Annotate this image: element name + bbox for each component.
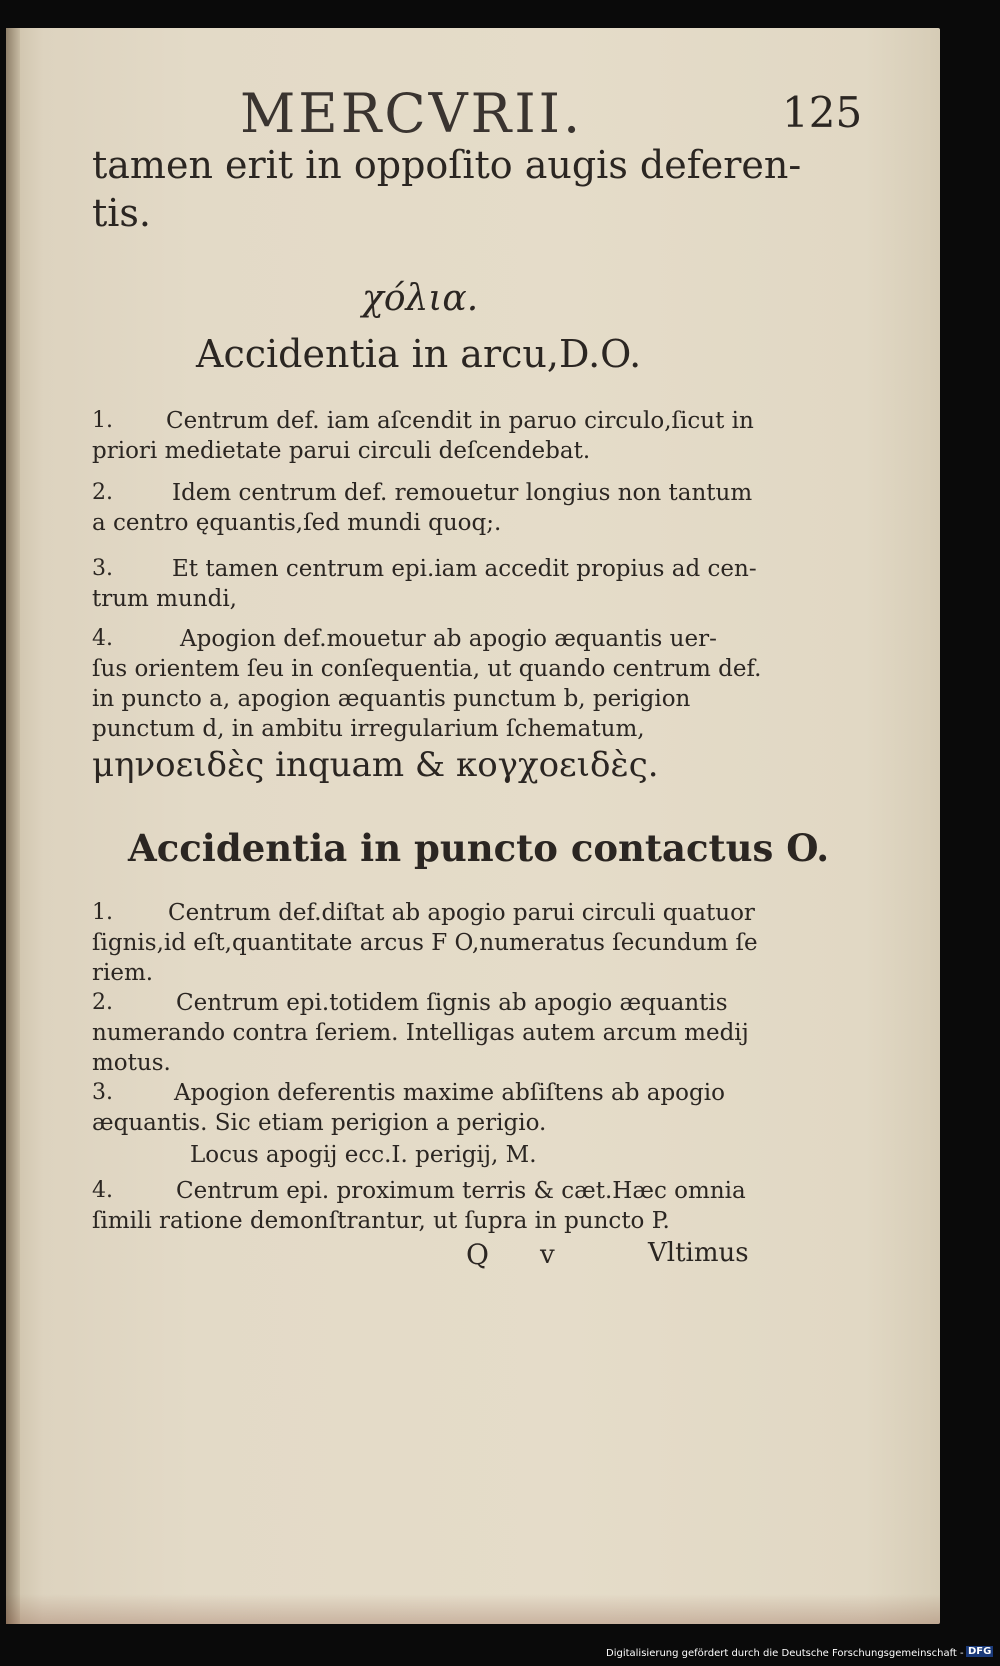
item-line: Et tamen centrum epi.iam accedit propius ad cen-: [172, 556, 757, 582]
item-number: 3.: [92, 556, 113, 581]
catchword: Vltimus: [648, 1238, 749, 1268]
item-line: priori medietate parui circuli deſcendebat.: [92, 438, 591, 464]
item-line: Centrum epi.totidem ſignis ab apogio æquantis: [176, 990, 728, 1016]
dfg-logo: DFG: [968, 1646, 992, 1657]
running-head: MERCVRII.: [240, 82, 584, 145]
page-number: 125: [782, 88, 863, 137]
item-line: Apogion deferentis maxime abſiſtens ab apogio: [174, 1080, 725, 1106]
item-line: æquantis. Sic etiam perigion a perigio.: [92, 1110, 547, 1136]
item-line: punctum d, in ambitu irregularium ſchematum,: [92, 716, 645, 742]
section-heading-contactus: Accidentia in puncto contactus O.: [128, 826, 830, 870]
item-line: motus.: [92, 1050, 171, 1076]
item-line: riem.: [92, 960, 154, 986]
item-number: 1.: [92, 408, 113, 433]
item-number: 2.: [92, 990, 113, 1015]
item-line-locus: Locus apogij ecc.I. perigij, M.: [190, 1142, 537, 1168]
item-line: Apogion def.mouetur ab apogio æquantis uer-: [180, 626, 717, 652]
item-number: 1.: [92, 900, 113, 925]
item-line: a centro ęquantis,ſed mundi quoq;.: [92, 510, 502, 536]
intro-line-1: tamen erit in oppoſito augis deferen-: [92, 143, 802, 187]
item-number: 3.: [92, 1080, 113, 1105]
page-binding-edge: [6, 28, 20, 1624]
intro-line-2: tis.: [92, 191, 152, 235]
item-line: ſus orientem ſeu in conſequentia, ut quando centrum def.: [92, 656, 762, 682]
section-heading-arcu: Accidentia in arcu,D.O.: [196, 332, 642, 376]
item-line: ſignis,id eſt,quantitate arcus F O,numeratus ſecundum ſe: [92, 930, 758, 956]
item-number: 2.: [92, 480, 113, 505]
page-bottom-shadow: [6, 1594, 940, 1624]
item-line: numerando contra ſeriem. Intelligas autem arcum medij: [92, 1020, 749, 1046]
item-line: Idem centrum def. remouetur longius non tantum: [172, 480, 753, 506]
item-line: trum mundi,: [92, 586, 237, 612]
scholia-heading: χόλια.: [362, 278, 479, 319]
item-line: ſimili ratione demonſtrantur, ut ſupra in puncto P.: [92, 1208, 670, 1234]
signature-mark: Q: [466, 1238, 489, 1271]
item-line: Centrum def. iam aſcendit in paruo circulo,ſicut in: [166, 408, 754, 434]
digitization-credit: Digitalisierung gefördert durch die Deutsche Forschungsgemeinschaft -: [606, 1648, 964, 1659]
item-line: Centrum epi. proximum terris & cæt.Hæc omnia: [176, 1178, 746, 1204]
item-line-greek: μηνοειδὲς inquam & κογχοειδὲς.: [92, 745, 659, 785]
item-number: 4.: [92, 626, 113, 651]
item-line: Centrum def.diſtat ab apogio parui circuli quatuor: [168, 900, 755, 926]
item-number: 4.: [92, 1178, 113, 1203]
gathering-mark: v: [540, 1240, 555, 1270]
item-line: in puncto a, apogion æquantis punctum b, perigion: [92, 686, 691, 712]
